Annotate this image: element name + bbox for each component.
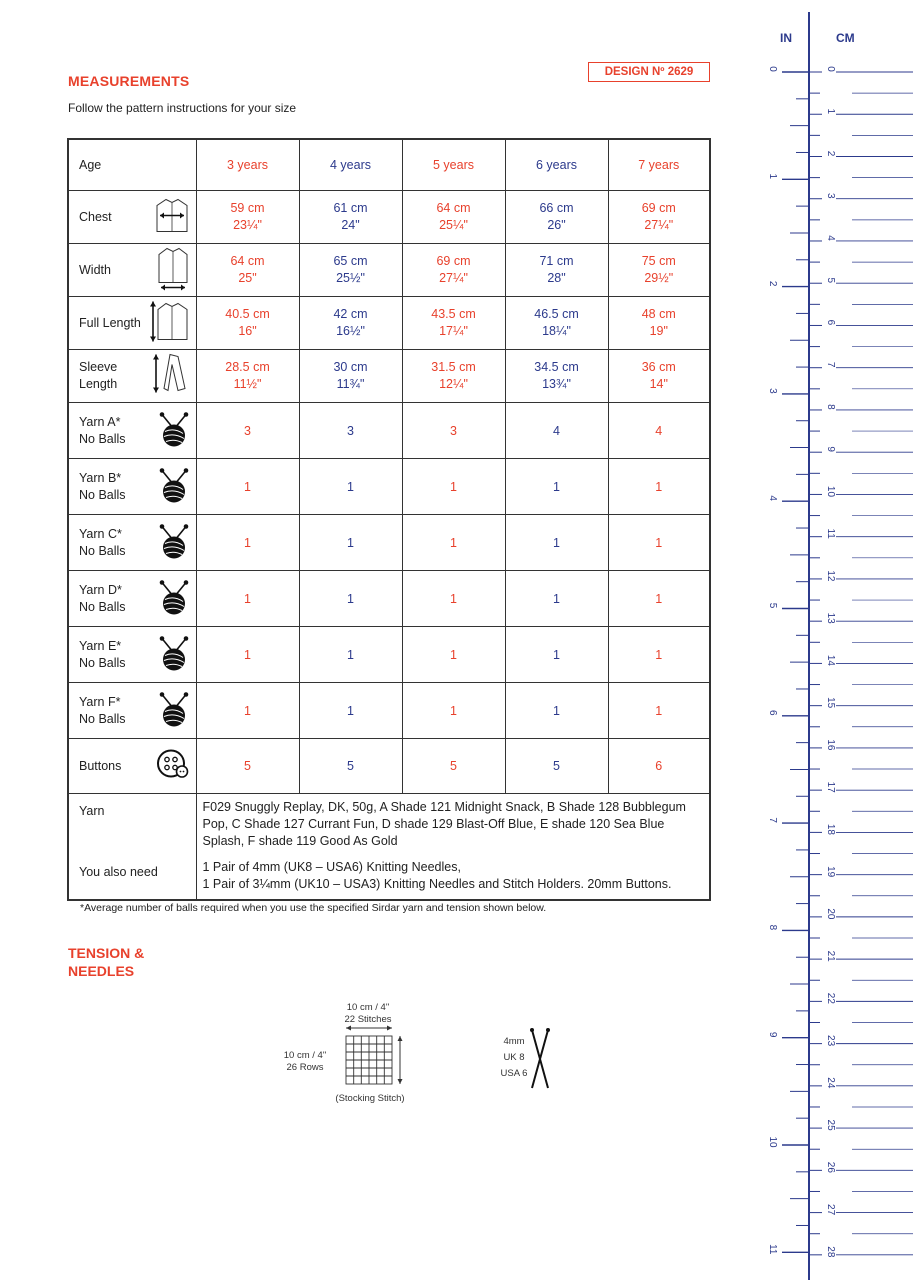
ruler-inch-label: 1: [767, 173, 778, 180]
table-row: [68, 350, 710, 403]
row-label: Yarn D* No Balls: [68, 571, 196, 627]
row-label: [68, 191, 196, 244]
ruler-inch-label: 6: [767, 710, 778, 716]
table-row: [68, 297, 710, 350]
ruler-inch-label: 11: [767, 1244, 778, 1255]
tension-rows-label: 26 Rows: [286, 1062, 324, 1073]
ruler-cm-label: 27: [825, 1204, 836, 1216]
age-label: Age: [68, 139, 196, 191]
cell: 34.5 cm 13¾": [505, 350, 608, 403]
cell: 40.5 cm 16": [196, 297, 299, 350]
cell: 66 cm 26": [505, 191, 608, 244]
ruler-cm-label: 0: [825, 66, 836, 72]
ruler-in-label: IN: [780, 31, 792, 45]
needle-uk: UK 8: [503, 1052, 525, 1063]
tension-stitches-label: 22 Stitches: [344, 1014, 392, 1025]
table-row: [68, 403, 710, 459]
cell: 28.5 cm 11½": [196, 350, 299, 403]
cell: 59 cm 23¼": [196, 191, 299, 244]
table-row: [68, 794, 710, 860]
tension-stitch-type: (Stocking Stitch): [335, 1093, 405, 1104]
full-length-icon: [148, 299, 190, 348]
ruler-cm-label: 4: [825, 235, 836, 241]
ruler-cm-label: 23: [825, 1035, 836, 1047]
cell: 1: [505, 627, 608, 683]
cell: 31.5 cm 12¼": [402, 350, 505, 403]
cell: 4: [505, 403, 608, 459]
size-header: 6 years: [505, 139, 608, 191]
cell: 46.5 cm 18¼": [505, 297, 608, 350]
ruler-cm-label: 18: [825, 823, 836, 835]
ruler-scale: [752, 0, 913, 1280]
cell: 1: [299, 515, 402, 571]
ruler-cm-label: 28: [825, 1246, 836, 1258]
cell: 1: [608, 683, 710, 739]
size-header: 4 years: [299, 139, 402, 191]
ruler-cm-label: 11: [825, 528, 836, 539]
ruler-cm-label: 13: [825, 612, 836, 624]
yarn-ball-icon: [158, 522, 190, 563]
ruler-cm-label: 14: [825, 654, 836, 666]
cell: 43.5 cm 17¼": [402, 297, 505, 350]
row-label-text: Full Length: [79, 316, 141, 330]
tension-grid-icon: [340, 1024, 410, 1090]
size-header: 3 years: [196, 139, 299, 191]
cell: 1: [299, 459, 402, 515]
cell: 1: [196, 683, 299, 739]
cell: 69 cm 27¼": [608, 191, 710, 244]
cell: 1: [505, 683, 608, 739]
ruler-cm-label: 24: [825, 1077, 836, 1089]
cell: 6: [608, 739, 710, 794]
cell: 1: [196, 515, 299, 571]
knitting-needles-icon: [528, 1026, 552, 1092]
cell: 61 cm 24": [299, 191, 402, 244]
cell: 1: [608, 571, 710, 627]
yarn-ball-icon: [158, 690, 190, 731]
row-label: Yarn C* No Balls: [68, 515, 196, 571]
width-icon: [156, 247, 190, 294]
ruler-cm-label: 5: [825, 277, 836, 284]
cell: 3: [196, 403, 299, 459]
page-title: MEASUREMENTS: [68, 73, 190, 89]
ruler-cm-label: 6: [825, 319, 836, 326]
sleeve-length-icon: [150, 351, 190, 402]
ruler-cm-label: CM: [836, 31, 855, 45]
cell: 1: [196, 459, 299, 515]
tension-title: TENSION & NEEDLES: [68, 945, 145, 979]
needle-usa: USA 6: [500, 1068, 528, 1079]
cell: 1: [299, 627, 402, 683]
ruler-cm-label: 19: [825, 866, 836, 878]
ruler-cm-label: 22: [825, 992, 836, 1004]
table-row: [68, 571, 710, 627]
cell: 5: [505, 739, 608, 794]
ruler-inch-label: 7: [767, 817, 778, 823]
ruler-inch-label: 9: [767, 1031, 778, 1038]
ruler-inch-label: 8: [767, 924, 778, 931]
ruler-inch-label: 4: [767, 495, 778, 501]
footnote: *Average number of balls required when you use the specified Sirdar yarn and tension shown below.: [80, 902, 547, 914]
ruler-cm-label: 26: [825, 1161, 836, 1173]
cell: 4: [608, 403, 710, 459]
row-label: Yarn F* No Balls: [68, 683, 196, 739]
cell: 5: [402, 739, 505, 794]
size-header: 7 years: [608, 139, 710, 191]
cell: 1: [505, 459, 608, 515]
cell: 5: [299, 739, 402, 794]
cell: 1: [505, 515, 608, 571]
size-header: 5 years: [402, 139, 505, 191]
cell: 69 cm 27¼": [402, 244, 505, 297]
ruler-cm-label: 9: [825, 446, 836, 452]
yarn-label: Yarn: [68, 794, 196, 860]
table-row: [68, 859, 710, 900]
cell: 1: [402, 515, 505, 571]
cell: 1: [402, 627, 505, 683]
cell: 75 cm 29½": [608, 244, 710, 297]
ruler-cm-label: 17: [825, 781, 836, 793]
row-label-text: Sleeve Length: [79, 360, 118, 391]
ruler-cm-label: 3: [825, 192, 836, 199]
ruler-inch-label: 2: [767, 280, 778, 287]
yarn-description: F029 Snuggly Replay, DK, 50g, A Shade 121 Midnight Snack, B Shade 128 Bubblegum Pop, C Shade 127 Currant Fun, D shade 129 Blast-Off Blue, E shade 120 Sea Blue Splash, F shade 119 Good As Gold: [196, 794, 710, 860]
table-row: [68, 627, 710, 683]
cell: 1: [196, 571, 299, 627]
row-label: Yarn A* No Balls: [68, 403, 196, 459]
ruler-inch-label: 5: [767, 602, 778, 609]
needle-mm: 4mm: [503, 1036, 525, 1047]
table-row: [68, 244, 710, 297]
ruler-cm-label: 10: [825, 485, 836, 498]
yarn-ball-icon: [158, 578, 190, 619]
ruler: [752, 0, 913, 1280]
row-label-text: Width: [79, 263, 111, 277]
cell: 36 cm 14": [608, 350, 710, 403]
cell: 30 cm 11¾": [299, 350, 402, 403]
cell: 1: [608, 627, 710, 683]
chest-icon: [154, 197, 190, 238]
cell: 1: [402, 683, 505, 739]
tension-width-label: 10 cm / 4": [346, 1002, 390, 1013]
cell: 64 cm 25¼": [402, 191, 505, 244]
ruler-inch-label: 3: [767, 388, 778, 394]
ruler-cm-label: 15: [825, 697, 836, 709]
measurements-table: [67, 138, 711, 901]
ruler-cm-label: 20: [825, 908, 836, 920]
cell: 64 cm 25": [196, 244, 299, 297]
cell: 1: [299, 571, 402, 627]
ruler-cm-label: 12: [825, 570, 836, 582]
cell: 65 cm 25½": [299, 244, 402, 297]
ruler-cm-label: 16: [825, 739, 836, 751]
cell: 1: [608, 515, 710, 571]
cell: 5: [196, 739, 299, 794]
tension-height-label: 10 cm / 4": [283, 1050, 327, 1061]
subtitle: Follow the pattern instructions for your size: [68, 101, 297, 115]
also-need-label: You also need: [68, 859, 196, 900]
cell: 1: [196, 627, 299, 683]
yarn-ball-icon: [158, 410, 190, 451]
ruler-cm-label: 21: [825, 950, 836, 962]
ruler-cm-label: 2: [825, 150, 836, 157]
ruler-cm-label: 7: [825, 361, 836, 368]
also-need-text: 1 Pair of 4mm (UK8 – USA6) Knitting Needles, 1 Pair of 3¼mm (UK10 – USA3) Knitting Needles and Stitch Holders. 20mm Buttons.: [196, 859, 710, 900]
cell: 1: [505, 571, 608, 627]
table-row: [68, 191, 710, 244]
design-number-badge: DESIGN Nº 2629: [588, 62, 710, 82]
cell: 71 cm 28": [505, 244, 608, 297]
cell: 1: [608, 459, 710, 515]
cell: 3: [402, 403, 505, 459]
row-label: [68, 297, 196, 350]
table-row: [68, 459, 710, 515]
row-label: [68, 350, 196, 403]
cell: 1: [402, 571, 505, 627]
table-row: [68, 139, 710, 191]
yarn-ball-icon: [158, 634, 190, 675]
row-label: [68, 244, 196, 297]
table-row: [68, 739, 710, 794]
row-label-text: Buttons: [79, 759, 122, 773]
cell: 1: [299, 683, 402, 739]
row-label: Yarn B* No Balls: [68, 459, 196, 515]
ruler-cm-label: 8: [825, 404, 836, 410]
ruler-cm-label: 25: [825, 1119, 836, 1131]
table-row: [68, 683, 710, 739]
cell: 1: [402, 459, 505, 515]
button-icon: [156, 749, 190, 784]
yarn-ball-icon: [158, 466, 190, 507]
ruler-cm-label: 1: [825, 108, 836, 115]
cell: 3: [299, 403, 402, 459]
row-label-text: Chest: [79, 210, 112, 224]
row-label: [68, 739, 196, 794]
table-row: [68, 515, 710, 571]
cell: 48 cm 19": [608, 297, 710, 350]
ruler-inch-label: 0: [767, 66, 778, 72]
row-label: Yarn E* No Balls: [68, 627, 196, 683]
ruler-inch-label: 10: [767, 1136, 778, 1148]
cell: 42 cm 16½": [299, 297, 402, 350]
